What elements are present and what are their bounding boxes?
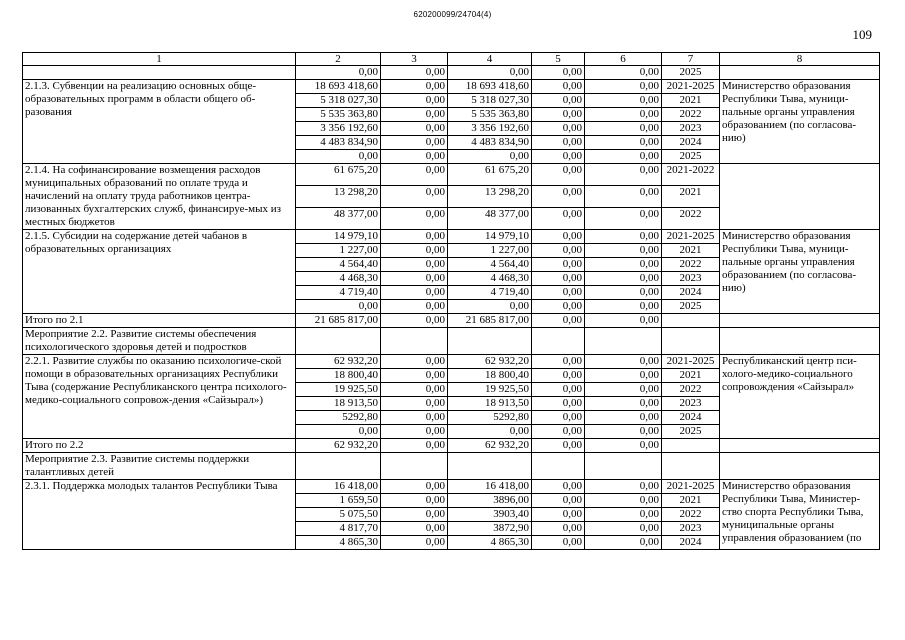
empty-cell: [296, 328, 381, 355]
amount-cell: 13 298,20: [296, 186, 381, 208]
period-cell: 2025: [662, 66, 720, 80]
amount-cell: 4 719,40: [448, 286, 532, 300]
amount-cell: 19 925,50: [296, 383, 381, 397]
empty-cell: [381, 453, 448, 480]
amount-cell: 0,00: [585, 411, 662, 425]
amount-cell: 1 659,50: [296, 494, 381, 508]
amount-cell: 5292,80: [448, 411, 532, 425]
amount-cell: 18 693 418,60: [296, 80, 381, 94]
period-cell: 2021-2025: [662, 230, 720, 244]
period-cell: [662, 439, 720, 453]
amount-cell: 0,00: [585, 300, 662, 314]
amount-cell: 18 913,50: [448, 397, 532, 411]
empty-cell: [296, 453, 381, 480]
period-cell: 2023: [662, 397, 720, 411]
amount-cell: 0,00: [532, 272, 585, 286]
section-heading-row: [23, 453, 880, 480]
amount-cell: 0,00: [381, 272, 448, 286]
column-header: 2: [296, 53, 381, 66]
responsible-cell: Республиканский центр пси-холого-медико-социального сопровождения «Сайзырал»: [720, 355, 880, 439]
amount-cell: 0,00: [381, 369, 448, 383]
amount-cell: 0,00: [381, 208, 448, 230]
amount-cell: 0,00: [381, 164, 448, 186]
amount-cell: 0,00: [381, 286, 448, 300]
amount-cell: 5 318 027,30: [296, 94, 381, 108]
responsible-cell: Министерство образования Республики Тыва, муници-пальные органы управления образованием (по согласова-нию): [720, 80, 880, 164]
period-cell: 2021-2025: [662, 80, 720, 94]
period-cell: 2025: [662, 150, 720, 164]
amount-cell: 0,00: [532, 425, 585, 439]
empty-cell: [532, 328, 585, 355]
amount-cell: 0,00: [532, 411, 585, 425]
budget-table: [22, 52, 880, 550]
amount-cell: 0,00: [532, 80, 585, 94]
period-cell: 2024: [662, 136, 720, 150]
amount-cell: 0,00: [381, 244, 448, 258]
period-cell: 2024: [662, 286, 720, 300]
amount-cell: 0,00: [381, 136, 448, 150]
description-cell: 2.1.5. Субсидии на содержание детей чабанов в образовательных организациях: [23, 230, 296, 314]
amount-cell: 0,00: [381, 230, 448, 244]
amount-cell: 0,00: [585, 108, 662, 122]
amount-cell: 62 932,20: [296, 355, 381, 369]
period-cell: 2022: [662, 208, 720, 230]
amount-cell: 0,00: [532, 508, 585, 522]
period-cell: 2021-2025: [662, 480, 720, 494]
empty-cell: [448, 328, 532, 355]
period-cell: 2021: [662, 369, 720, 383]
amount-cell: 0,00: [532, 286, 585, 300]
amount-cell: 3 356 192,60: [296, 122, 381, 136]
amount-cell: 0,00: [585, 369, 662, 383]
amount-cell: 0,00: [532, 369, 585, 383]
amount-cell: 0,00: [585, 480, 662, 494]
amount-cell: 0,00: [532, 122, 585, 136]
amount-cell: 0,00: [532, 108, 585, 122]
amount-cell: 0,00: [381, 397, 448, 411]
responsible-cell: [720, 314, 880, 328]
description-cell: 2.2.1. Развитие службы по оказанию психологиче-ской помощи в образовательных организациях Республики Тыва (содержание Республиканского центра психолого-медико-социального сопровож-дения «Сайзырал»): [23, 355, 296, 439]
amount-cell: 0,00: [381, 383, 448, 397]
amount-cell: 0,00: [532, 480, 585, 494]
amount-cell: 0,00: [585, 425, 662, 439]
period-cell: 2021-2022: [662, 164, 720, 186]
amount-cell: 0,00: [532, 230, 585, 244]
amount-cell: 0,00: [532, 439, 585, 453]
section-heading: Мероприятие 2.3. Развитие системы поддержки талантливых детей: [23, 453, 296, 480]
amount-cell: 0,00: [585, 208, 662, 230]
amount-cell: 5 535 363,80: [448, 108, 532, 122]
amount-cell: 61 675,20: [296, 164, 381, 186]
total-row: [23, 439, 880, 453]
amount-cell: 18 800,40: [296, 369, 381, 383]
amount-cell: 0,00: [381, 150, 448, 164]
amount-cell: 4 865,30: [448, 536, 532, 550]
amount-cell: 0,00: [381, 108, 448, 122]
amount-cell: 0,00: [532, 94, 585, 108]
period-cell: 2021: [662, 186, 720, 208]
amount-cell: 0,00: [448, 150, 532, 164]
amount-cell: 5 318 027,30: [448, 94, 532, 108]
amount-cell: 0,00: [381, 494, 448, 508]
column-header: 8: [720, 53, 880, 66]
amount-cell: 5292,80: [296, 411, 381, 425]
section-heading: Мероприятие 2.2. Развитие системы обеспечения психологического здоровья детей и подростков: [23, 328, 296, 355]
page-number: 109: [852, 27, 872, 42]
period-cell: 2023: [662, 122, 720, 136]
header-row: [23, 53, 880, 66]
table-row: [23, 355, 880, 369]
amount-cell: 18 800,40: [448, 369, 532, 383]
column-header: 3: [381, 53, 448, 66]
amount-cell: 0,00: [585, 397, 662, 411]
empty-cell: [448, 453, 532, 480]
amount-cell: 0,00: [585, 536, 662, 550]
period-cell: 2023: [662, 272, 720, 286]
amount-cell: 0,00: [585, 355, 662, 369]
amount-cell: 0,00: [532, 314, 585, 328]
period-cell: 2021: [662, 244, 720, 258]
amount-cell: 0,00: [585, 494, 662, 508]
amount-cell: 4 719,40: [296, 286, 381, 300]
amount-cell: 0,00: [585, 66, 662, 80]
amount-cell: 0,00: [296, 150, 381, 164]
amount-cell: 0,00: [585, 80, 662, 94]
amount-cell: 21 685 817,00: [296, 314, 381, 328]
amount-cell: 0,00: [381, 66, 448, 80]
total-row: [23, 314, 880, 328]
amount-cell: 0,00: [381, 94, 448, 108]
amount-cell: 61 675,20: [448, 164, 532, 186]
amount-cell: 0,00: [381, 425, 448, 439]
amount-cell: 4 564,40: [448, 258, 532, 272]
table-row: [23, 230, 880, 244]
amount-cell: 0,00: [381, 411, 448, 425]
amount-cell: 0,00: [532, 397, 585, 411]
amount-cell: 5 075,50: [296, 508, 381, 522]
empty-cell: [585, 328, 662, 355]
amount-cell: 4 468,30: [448, 272, 532, 286]
section-heading-row: [23, 328, 880, 355]
empty-cell: [662, 453, 720, 480]
amount-cell: 0,00: [532, 136, 585, 150]
amount-cell: 0,00: [296, 66, 381, 80]
amount-cell: 16 418,00: [296, 480, 381, 494]
amount-cell: 4 483 834,90: [448, 136, 532, 150]
amount-cell: 0,00: [585, 439, 662, 453]
amount-cell: 0,00: [585, 314, 662, 328]
amount-cell: 48 377,00: [296, 208, 381, 230]
period-cell: 2022: [662, 258, 720, 272]
amount-cell: 0,00: [381, 80, 448, 94]
amount-cell: 62 932,20: [448, 355, 532, 369]
amount-cell: 0,00: [381, 536, 448, 550]
column-header: 5: [532, 53, 585, 66]
amount-cell: 0,00: [585, 150, 662, 164]
empty-cell: [662, 328, 720, 355]
amount-cell: 4 468,30: [296, 272, 381, 286]
period-cell: 2021: [662, 494, 720, 508]
column-header: 1: [23, 53, 296, 66]
amount-cell: 0,00: [381, 186, 448, 208]
amount-cell: 1 227,00: [296, 244, 381, 258]
description-cell: 2.1.3. Субвенции на реализацию основных обще-образовательных программ в области общего об-разования: [23, 80, 296, 164]
amount-cell: 0,00: [532, 355, 585, 369]
amount-cell: 48 377,00: [448, 208, 532, 230]
period-cell: 2023: [662, 522, 720, 536]
amount-cell: 18 693 418,60: [448, 80, 532, 94]
amount-cell: 0,00: [448, 66, 532, 80]
amount-cell: 0,00: [532, 244, 585, 258]
empty-cell: [381, 328, 448, 355]
amount-cell: 0,00: [585, 522, 662, 536]
amount-cell: 0,00: [296, 425, 381, 439]
total-label: Итого по 2.1: [23, 314, 296, 328]
amount-cell: 0,00: [585, 136, 662, 150]
empty-cell: [532, 453, 585, 480]
amount-cell: 0,00: [585, 383, 662, 397]
amount-cell: 0,00: [532, 66, 585, 80]
period-cell: 2022: [662, 508, 720, 522]
period-cell: [662, 314, 720, 328]
amount-cell: 0,00: [296, 300, 381, 314]
amount-cell: 0,00: [585, 122, 662, 136]
amount-cell: 4 483 834,90: [296, 136, 381, 150]
amount-cell: 3872,90: [448, 522, 532, 536]
amount-cell: 0,00: [532, 494, 585, 508]
period-cell: 2022: [662, 383, 720, 397]
amount-cell: 1 227,00: [448, 244, 532, 258]
amount-cell: 0,00: [532, 258, 585, 272]
amount-cell: 0,00: [448, 300, 532, 314]
amount-cell: 62 932,20: [296, 439, 381, 453]
amount-cell: 0,00: [532, 150, 585, 164]
amount-cell: 0,00: [585, 186, 662, 208]
description-cell: 2.3.1. Поддержка молодых талантов Республики Тыва: [23, 480, 296, 550]
amount-cell: 16 418,00: [448, 480, 532, 494]
amount-cell: 0,00: [381, 522, 448, 536]
table-row: [23, 80, 880, 94]
amount-cell: 4 817,70: [296, 522, 381, 536]
amount-cell: 4 564,40: [296, 258, 381, 272]
amount-cell: 0,00: [381, 314, 448, 328]
responsible-cell: Министерство образования Республики Тыва, Министер-ство спорта Республики Тыва, муниципальные органы управления образованием (по: [720, 480, 880, 550]
amount-cell: 0,00: [585, 272, 662, 286]
amount-cell: 0,00: [381, 508, 448, 522]
empty-cell: [585, 453, 662, 480]
column-header: 6: [585, 53, 662, 66]
amount-cell: 0,00: [532, 186, 585, 208]
table-row: [23, 164, 880, 186]
amount-cell: 0,00: [585, 258, 662, 272]
amount-cell: 14 979,10: [296, 230, 381, 244]
total-label: Итого по 2.2: [23, 439, 296, 453]
responsible-cell: [720, 66, 880, 80]
empty-cell: [720, 328, 880, 355]
responsible-cell: [720, 164, 880, 230]
responsible-cell: Министерство образования Республики Тыва, муници-пальные органы управления образованием (по согласова-нию): [720, 230, 880, 314]
empty-cell: [720, 453, 880, 480]
period-cell: 2021: [662, 94, 720, 108]
table-row: [23, 66, 880, 80]
amount-cell: 0,00: [381, 258, 448, 272]
responsible-cell: [720, 439, 880, 453]
description-cell: 2.1.4. На софинансирование возмещения расходов муниципальных образований по оплате труда и начислений на оплату труда работников центра-лизованных бухгалтерских служб, финансируе-мых из местных бюджетов: [23, 164, 296, 230]
amount-cell: 0,00: [381, 355, 448, 369]
amount-cell: 4 865,30: [296, 536, 381, 550]
amount-cell: 0,00: [585, 230, 662, 244]
document-number: 620200099/24704(4): [413, 10, 492, 19]
amount-cell: 0,00: [532, 300, 585, 314]
amount-cell: 13 298,20: [448, 186, 532, 208]
amount-cell: 0,00: [381, 300, 448, 314]
column-header: 7: [662, 53, 720, 66]
period-cell: 2021-2025: [662, 355, 720, 369]
amount-cell: 0,00: [532, 522, 585, 536]
amount-cell: 0,00: [532, 536, 585, 550]
amount-cell: 18 913,50: [296, 397, 381, 411]
amount-cell: 0,00: [532, 164, 585, 186]
amount-cell: 0,00: [448, 425, 532, 439]
amount-cell: 0,00: [585, 94, 662, 108]
amount-cell: 21 685 817,00: [448, 314, 532, 328]
amount-cell: 0,00: [585, 508, 662, 522]
amount-cell: 14 979,10: [448, 230, 532, 244]
amount-cell: 3896,00: [448, 494, 532, 508]
period-cell: 2024: [662, 411, 720, 425]
column-header: 4: [448, 53, 532, 66]
amount-cell: 62 932,20: [448, 439, 532, 453]
amount-cell: 0,00: [585, 164, 662, 186]
amount-cell: 5 535 363,80: [296, 108, 381, 122]
amount-cell: 0,00: [532, 208, 585, 230]
period-cell: 2024: [662, 536, 720, 550]
amount-cell: 0,00: [381, 439, 448, 453]
amount-cell: 0,00: [381, 122, 448, 136]
amount-cell: 3 356 192,60: [448, 122, 532, 136]
amount-cell: 0,00: [585, 286, 662, 300]
amount-cell: 3903,40: [448, 508, 532, 522]
amount-cell: 19 925,50: [448, 383, 532, 397]
period-cell: 2022: [662, 108, 720, 122]
amount-cell: 0,00: [585, 244, 662, 258]
period-cell: 2025: [662, 300, 720, 314]
amount-cell: 0,00: [381, 480, 448, 494]
table-row: [23, 480, 880, 494]
description-cell: [23, 66, 296, 80]
period-cell: 2025: [662, 425, 720, 439]
amount-cell: 0,00: [532, 383, 585, 397]
